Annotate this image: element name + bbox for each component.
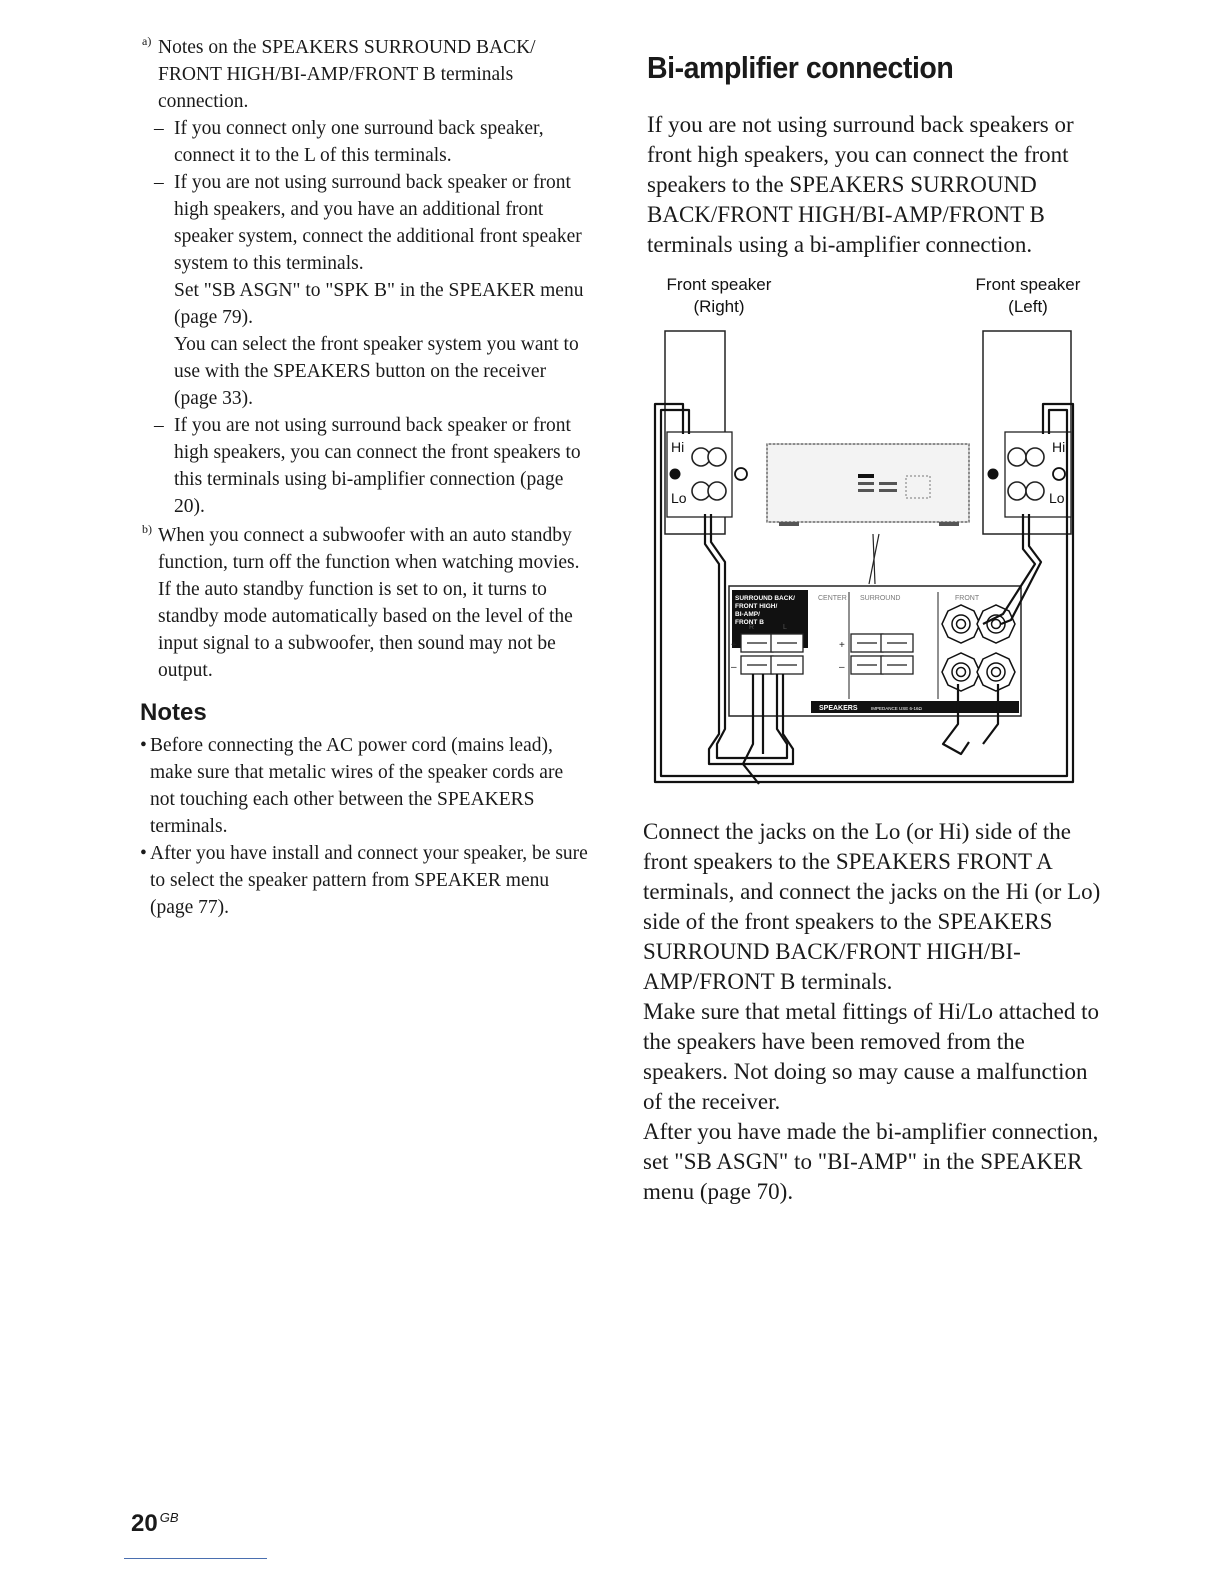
bi-amp-diagram: [643, 274, 1083, 799]
footnote-a-item-3-text: If you are not using surround back speaker or front high speakers, you can connect the front speakers to this terminals using bi-amplifier connection (page 20).: [174, 415, 581, 517]
footnote-a-item-3: – If you are not using surround back speaker or front high speakers, you can connect the front speakers to this terminals using bi-amplifier connection (page 20).: [154, 415, 581, 517]
outro-paragraph-3: After you have made the bi-amplifier connection, set "SB ASGN" to "BI-AMP" in the SPEAKER menu (page 70).: [643, 1119, 1099, 1204]
left-column: [140, 34, 590, 921]
panel-impedance-label: IMPEDANCE USE 6-16Ω: [871, 706, 922, 711]
page-number-suffix: GB: [159, 1510, 179, 1525]
page-number: [131, 1510, 179, 1538]
panel-label-2: FRONT HIGH/: [735, 603, 778, 610]
panel-label-1: SURROUND BACK/: [735, 595, 795, 602]
left-hi-label: Hi: [1052, 439, 1066, 455]
intro-paragraph: If you are not using surround back speakers or front high speakers, you can connect the front speakers to the SPEAKERS SURROUND BACK/FRONT HIGH/BI-AMP/FRONT B terminals using a bi-amplifier connection.: [647, 112, 1074, 257]
receiver-unit: [767, 444, 969, 584]
panel-l-label: L: [783, 624, 787, 631]
panel-label-3: BI-AMP/: [735, 611, 760, 618]
note-item-2-text: After you have install and connect your speaker, be sure to select the speaker pattern from SPEAKER menu (page 77).: [150, 843, 588, 918]
panel-surround-label: SURROUND: [860, 595, 901, 602]
note-item-2: • After you have install and connect your speaker, be sure to select the speaker pattern from SPEAKER menu (page 77).: [140, 843, 588, 918]
footnote-a-mark: a): [142, 34, 152, 48]
connection-diagram: [643, 324, 1083, 799]
panel-plus-2: +: [839, 640, 845, 651]
caption-front-speaker-left: Front speaker (Left): [975, 275, 1081, 316]
panel-r-label: R: [749, 624, 755, 631]
outro-paragraph-1: Connect the jacks on the Lo (or Hi) side of the front speakers to the SPEAKERS FRONT A terminals, and connect the jacks on the Hi (or Lo) side of the front speakers to the SPEAKERS SURROUND BACK/FRONT HIGH/BI-AMP/FRONT B terminals.: [643, 819, 1101, 994]
footnote-a: [140, 34, 590, 115]
panel-speakers-label: SPEAKERS: [819, 705, 858, 712]
notes-heading: Notes: [140, 699, 207, 726]
bottom-rule: [124, 1558, 267, 1559]
footnote-a-item-2-setting: Set "SB ASGN" to "SPK B" in the SPEAKER menu (page 79).: [174, 280, 584, 328]
right-hi-label: Hi: [671, 439, 685, 455]
footnote-a-item-1-text: If you connect only one surround back speaker, connect it to the L of this terminals.: [174, 118, 544, 166]
footnote-b-mark: b): [142, 522, 152, 536]
panel-plus-1: +: [731, 640, 737, 651]
outro-paragraph-2: Make sure that metal fittings of Hi/Lo attached to the speakers have been removed from the speakers. Not doing so may cause a malfunction of the receiver.: [643, 999, 1100, 1114]
left-lo-label: Lo: [1049, 490, 1065, 506]
rear-panel: [729, 586, 1021, 716]
footnote-a-item-2: – If you are not using surround back speaker or front high speakers, and you have an additional front speaker system, connect the additional front speaker system to this terminals.: [154, 172, 582, 274]
page-number-value: 20: [131, 1510, 158, 1537]
footnote-a-text: Notes on the SPEAKERS SURROUND BACK/ FRONT HIGH/BI-AMP/FRONT B terminals connection.: [158, 37, 536, 112]
section-title: Bi-amplifier connection: [647, 50, 954, 85]
caption-front-speaker-right: Front speaker (Right): [666, 275, 772, 316]
footnote-a-item-2-select: You can select the front speaker system you want to use with the SPEAKERS button on the receiver (page 33).: [174, 334, 579, 409]
footnote-a-item-2-text: If you are not using surround back speaker or front high speakers, and you have an additional front speaker system, connect the additional front speaker system to this terminals.: [174, 172, 582, 274]
footnote-b: [140, 522, 590, 684]
note-item-1: • Before connecting the AC power cord (mains lead), make sure that metalic wires of the speaker cords are not touching each other between the SPEAKERS terminals.: [140, 735, 564, 837]
speaker-right-terminals: [667, 432, 747, 517]
panel-minus-2: –: [839, 662, 845, 673]
panel-front-label: FRONT: [955, 595, 980, 602]
panel-center-label: CENTER: [818, 595, 847, 602]
right-column: [643, 48, 1103, 1207]
right-lo-label: Lo: [671, 490, 687, 506]
panel-label-4: FRONT B: [735, 619, 764, 626]
note-item-1-text: Before connecting the AC power cord (mains lead), make sure that metalic wires of the speaker cords are not touching each other between the SPEAKERS terminals.: [150, 735, 564, 837]
footnote-b-text: When you connect a subwoofer with an auto standby function, turn off the function when watching movies. If the auto standby function is set to on, it turns to standby mode automatically based on the level of the input signal to a subwoofer, then sound may not be output.: [158, 525, 580, 681]
footnote-a-item-1: – If you connect only one surround back speaker, connect it to the L of this terminals.: [154, 118, 544, 166]
panel-minus-1: –: [731, 662, 737, 673]
